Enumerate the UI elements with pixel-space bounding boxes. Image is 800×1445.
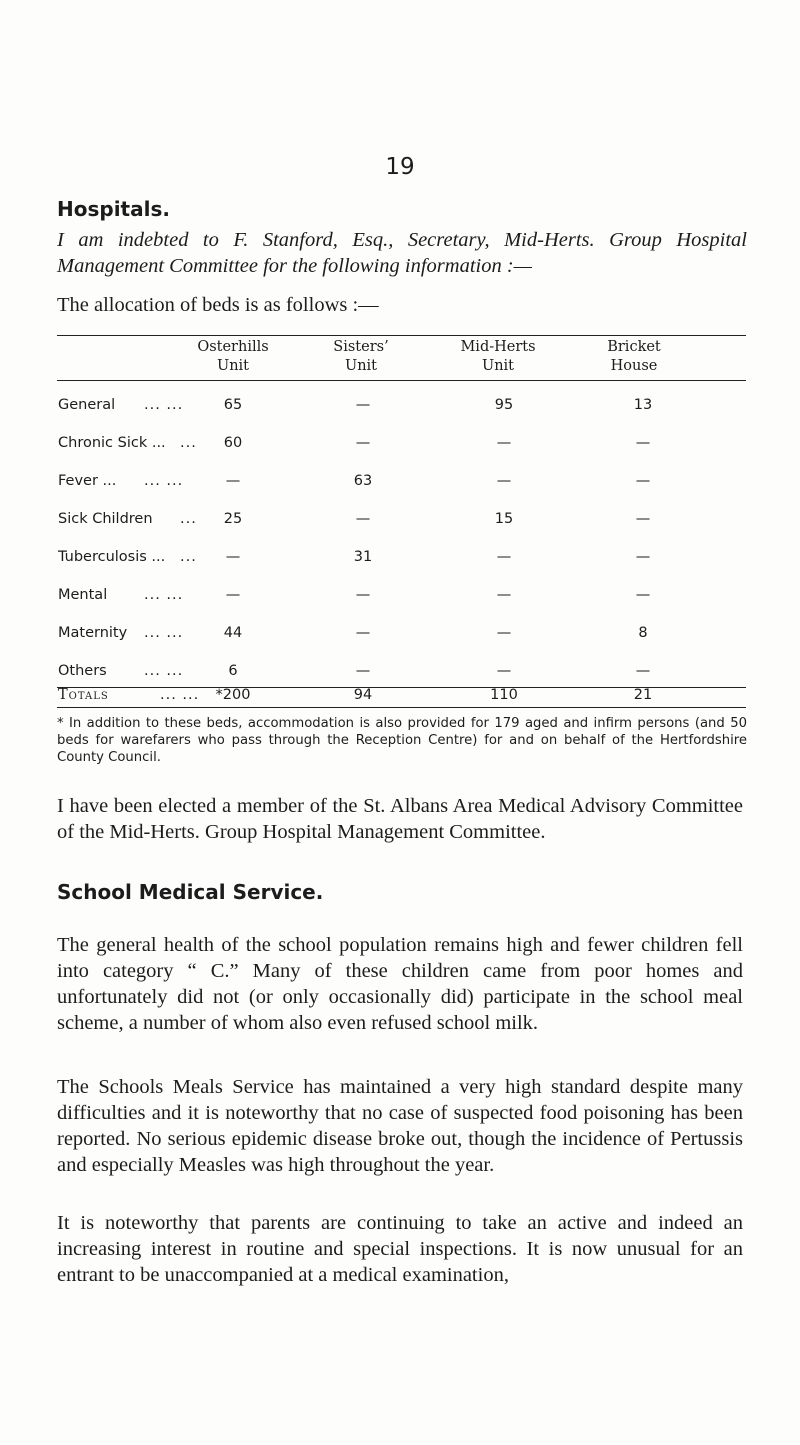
hospitals-intro: I am indebted to F. Stanford, Esq., Secretary, Mid-Herts. Group Hospital Management Committee for the following information :— [57, 229, 747, 277]
allocation-text: The allocation of beds is as follows :— [57, 294, 379, 316]
cell-sisters: — [355, 397, 371, 413]
cell-mid-herts: 15 [494, 511, 514, 527]
cell-osterhills: 44 [223, 625, 243, 641]
school-medical-heading: School Medical Service. [57, 880, 324, 904]
table-row [0, 663, 800, 683]
table-row [0, 625, 800, 645]
cell-bricket: 13 [633, 397, 653, 413]
column-header-line: Bricket [607, 339, 661, 355]
table-row [0, 587, 800, 607]
cell-sisters: — [355, 435, 371, 451]
cell-mid-herts: — [496, 473, 512, 489]
table-row [0, 435, 800, 455]
leader-dots: ... [180, 549, 197, 565]
cell-mid-herts: — [496, 663, 512, 679]
cell-bricket: — [635, 511, 651, 527]
totals-label: Totals [58, 687, 109, 703]
leader-dots: ... [180, 511, 197, 527]
elected-paragraph: I have been elected a member of the St. Albans Area Medical Advisory Committee of the Mid-Herts. Group Hospital Management Committee. [57, 795, 743, 843]
cell-osterhills: 25 [223, 511, 243, 527]
table-header-rule [57, 380, 746, 381]
total-bricket: 21 [633, 687, 653, 703]
table-bottom-rule [57, 707, 746, 708]
cell-osterhills: 60 [223, 435, 243, 451]
column-header-line: Sisters’ [333, 339, 389, 355]
column-header-line: Unit [344, 358, 378, 374]
leader-dots: ... ... [160, 687, 200, 703]
school-meals-paragraph: The Schools Meals Service has maintained a very high standard despite many difficulties and it is noteworthy that no case of suspected food poisoning has been reported. No serious epidemic disease broke out, though the incidence of Pertussis and especially Measles was high throughout the year. [57, 1076, 743, 1176]
cell-bricket: — [635, 435, 651, 451]
table-footnote: * In addition to these beds, accommodation is also provided for 179 aged and infirm persons (and 50 beds for warefarers who pass through the Reception Centre) for and on behalf of the Hertfordshire County Council. [57, 716, 747, 765]
column-header-sisters [286, 338, 436, 376]
school-health-paragraph: The general health of the school population remains high and fewer children fell into category “ C.” Many of these children came from poor homes and unfortunately did not (or only occasionally did) participate in the school meal scheme, a number of whom also even refused school milk. [57, 934, 743, 1034]
table-top-rule [57, 335, 746, 336]
cell-bricket: — [635, 663, 651, 679]
cell-bricket: — [635, 473, 651, 489]
totals-row [0, 687, 800, 707]
leader-dots: ... [180, 435, 197, 451]
cell-bricket: — [635, 549, 651, 565]
cell-sisters: — [355, 511, 371, 527]
leader-dots: ... ... [144, 625, 184, 641]
parents-interest-paragraph: It is noteworthy that parents are continuing to take an active and indeed an increasing interest in routine and special inspections. It is now unusual for an entrant to be unaccompanied at a medical examination, [57, 1212, 743, 1286]
column-header-line: Mid-Herts [460, 339, 536, 355]
cell-sisters: — [355, 663, 371, 679]
cell-sisters: 63 [353, 473, 373, 489]
cell-osterhills: — [225, 587, 241, 603]
column-header-line: Unit [481, 358, 515, 374]
cell-sisters: — [355, 587, 371, 603]
cell-mid-herts: — [496, 435, 512, 451]
leader-dots: ... ... [144, 473, 184, 489]
leader-dots: ... ... [144, 663, 184, 679]
leader-dots: ... ... [144, 397, 184, 413]
total-mid-herts: 110 [490, 687, 518, 703]
row-label: Sick Children [58, 511, 153, 527]
row-label: Mental [58, 587, 108, 603]
hospitals-heading: Hospitals. [57, 197, 170, 221]
row-label: Chronic Sick ... [58, 435, 166, 451]
row-label: Others [58, 663, 107, 679]
leader-dots: ... ... [144, 587, 184, 603]
row-label: Tuberculosis ... [58, 549, 166, 565]
cell-bricket: 8 [638, 625, 648, 641]
cell-sisters: — [355, 625, 371, 641]
column-header-line: Osterhills [197, 339, 269, 355]
table-row [0, 473, 800, 493]
table-row [0, 511, 800, 531]
column-header-line: House [610, 358, 658, 374]
table-row [0, 549, 800, 569]
row-label: Fever ... [58, 473, 117, 489]
cell-mid-herts: — [496, 625, 512, 641]
cell-mid-herts: — [496, 587, 512, 603]
total-sisters: 94 [353, 687, 373, 703]
cell-osterhills: 6 [228, 663, 238, 679]
row-label: General [58, 397, 116, 413]
column-header-line: Unit [216, 358, 250, 374]
cell-sisters: 31 [353, 549, 373, 565]
cell-mid-herts: 95 [494, 397, 514, 413]
cell-bricket: — [635, 587, 651, 603]
cell-osterhills: — [225, 473, 241, 489]
total-osterhills: *200 [215, 687, 251, 703]
page-number: 19 [385, 154, 415, 180]
row-label: Maternity [58, 625, 128, 641]
column-header-mid-herts [423, 338, 573, 376]
column-header-bricket [559, 338, 709, 376]
table-row [0, 397, 800, 417]
cell-mid-herts: — [496, 549, 512, 565]
cell-osterhills: — [225, 549, 241, 565]
cell-osterhills: 65 [223, 397, 243, 413]
